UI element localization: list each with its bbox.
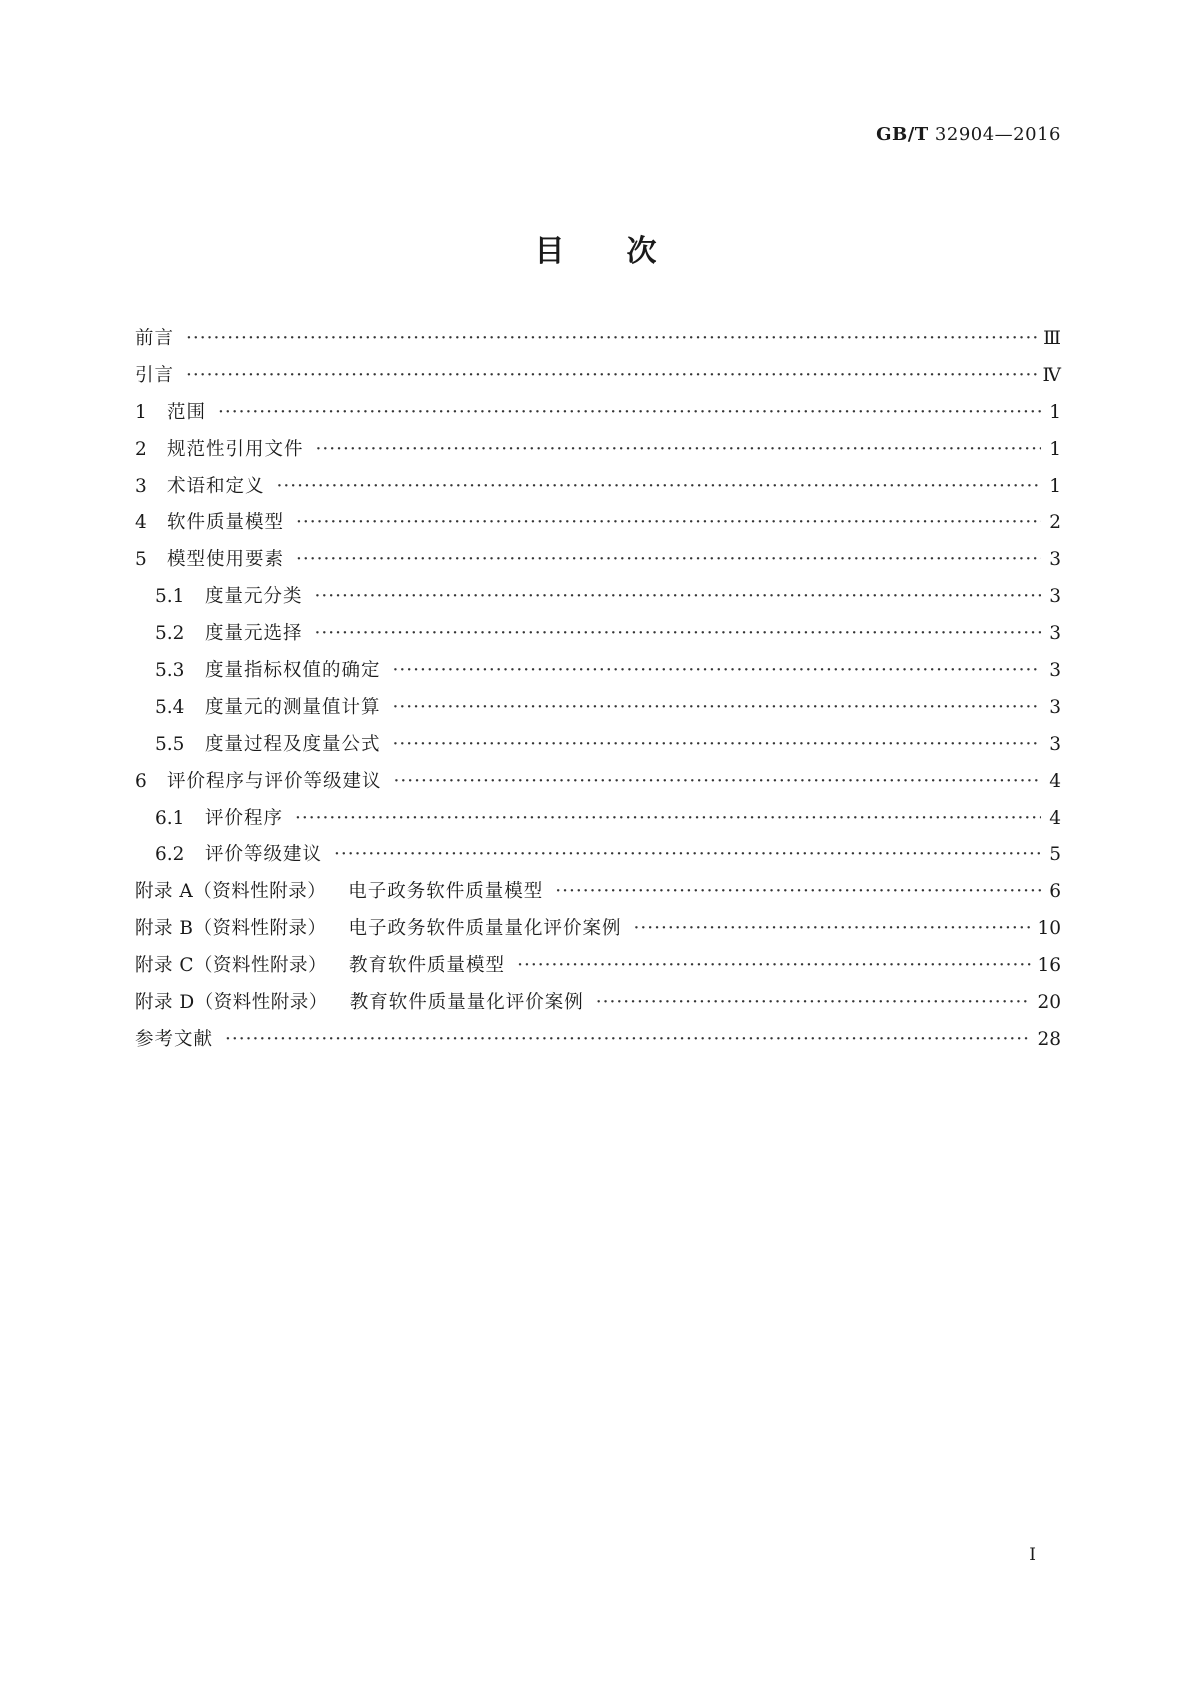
toc-entry-label: 度量元的测量值计算 (205, 696, 381, 718)
toc-entry[interactable] (135, 840, 1061, 877)
toc-entry-number: 3 (135, 475, 147, 497)
page-number: I (1029, 1545, 1036, 1565)
toc-dot-leader (334, 844, 1041, 865)
toc-entry-label: 度量指标权值的确定 (205, 660, 381, 682)
toc-entry-label: 教育软件质量量化评价案例 (349, 992, 584, 1014)
toc-entry-label: 评价程序 (205, 807, 284, 829)
toc-entry-number: 6 (135, 770, 147, 792)
toc-entry-page: Ⅳ (1042, 364, 1061, 386)
title-char-1: 目 (534, 234, 565, 269)
table-of-contents (135, 324, 1061, 1062)
toc-dot-leader (393, 734, 1041, 755)
toc-entry-label: 教育软件质量模型 (349, 955, 506, 977)
toc-entry-page: 3 (1049, 696, 1061, 718)
toc-entry[interactable] (135, 656, 1061, 693)
toc-entry[interactable] (135, 730, 1061, 767)
toc-entry[interactable] (135, 693, 1061, 730)
toc-entry-label: 模型使用要素 (167, 549, 285, 571)
toc-entry-label: 度量过程及度量公式 (205, 733, 381, 755)
toc-entry[interactable] (135, 545, 1061, 582)
toc-entry-page: 4 (1049, 807, 1061, 829)
toc-dot-leader (296, 512, 1041, 533)
toc-entry-number: 6.1 (155, 807, 185, 829)
toc-entry-appendix-prefix: 附录 B（资料性附录） (135, 918, 327, 940)
toc-entry[interactable] (135, 951, 1061, 988)
toc-entry-label: 电子政务软件质量量化评价案例 (348, 918, 622, 940)
toc-entry-page: 1 (1049, 401, 1061, 423)
toc-dot-leader (555, 881, 1041, 902)
toc-entry-page: 1 (1049, 475, 1061, 497)
toc-entry[interactable] (135, 472, 1061, 509)
toc-entry[interactable] (135, 582, 1061, 619)
toc-entry-page: 2 (1049, 512, 1061, 534)
toc-entry-page: 16 (1037, 955, 1061, 977)
toc-dot-leader (315, 623, 1041, 644)
toc-dot-leader (186, 365, 1037, 386)
toc-entry-number: 6.2 (155, 844, 185, 866)
standard-number: 32904—2016 (934, 124, 1061, 145)
toc-entry[interactable] (135, 398, 1061, 435)
toc-entry-number: 5 (135, 549, 147, 571)
toc-dot-leader (394, 771, 1041, 792)
toc-entry-page: 4 (1049, 770, 1061, 792)
toc-entry-page: 3 (1049, 586, 1061, 608)
toc-dot-leader (218, 402, 1041, 423)
toc-entry-appendix-prefix: 附录 C（资料性附录） (135, 955, 328, 977)
toc-entry-label: 术语和定义 (167, 475, 265, 497)
toc-entry-label: 前言 (135, 328, 175, 349)
toc-entry-page: 3 (1049, 549, 1061, 571)
toc-entry-page: 3 (1049, 623, 1061, 645)
toc-entry-label: 评价程序与评价等级建议 (167, 770, 382, 792)
toc-dot-leader (596, 992, 1032, 1013)
standard-code (876, 124, 1061, 145)
toc-entry-page: 3 (1049, 660, 1061, 682)
standard-prefix: GB/T (876, 124, 929, 145)
toc-entry-page: Ⅲ (1043, 328, 1061, 349)
toc-entry-page: 3 (1049, 733, 1061, 755)
toc-entry[interactable] (135, 435, 1061, 472)
toc-entry[interactable] (135, 767, 1061, 804)
toc-entry[interactable] (135, 361, 1061, 398)
toc-entry-number: 5.3 (155, 660, 185, 682)
toc-dot-leader (225, 1029, 1031, 1050)
toc-dot-leader (295, 808, 1041, 829)
toc-entry-label: 规范性引用文件 (167, 438, 304, 460)
toc-entry-label: 度量元分类 (205, 586, 303, 608)
toc-dot-leader (393, 660, 1041, 681)
toc-entry[interactable] (135, 1025, 1061, 1062)
toc-entry-label: 参考文献 (135, 1028, 214, 1050)
toc-entry-appendix-prefix: 附录 A（资料性附录） (135, 881, 327, 903)
toc-dot-leader (315, 586, 1041, 607)
toc-entry-label: 引言 (135, 364, 175, 386)
toc-entry-number: 5.4 (155, 696, 185, 718)
toc-entry-page: 1 (1049, 438, 1061, 460)
toc-entry-page: 6 (1049, 881, 1061, 903)
toc-entry[interactable] (135, 877, 1061, 914)
toc-entry-page: 10 (1037, 918, 1061, 940)
toc-entry-page: 28 (1037, 1028, 1061, 1050)
toc-dot-leader (393, 697, 1041, 718)
toc-dot-leader (277, 476, 1041, 497)
toc-entry-label: 软件质量模型 (167, 512, 285, 534)
toc-entry-appendix-prefix: 附录 D（资料性附录） (135, 992, 328, 1014)
toc-entry[interactable] (135, 804, 1061, 841)
toc-entry-number: 5.5 (155, 733, 185, 755)
toc-entry-number: 5.1 (155, 586, 185, 608)
toc-dot-leader (186, 328, 1037, 349)
toc-entry-label: 度量元选择 (205, 623, 303, 645)
toc-entry[interactable] (135, 988, 1061, 1025)
toc-entry-page: 20 (1037, 992, 1061, 1014)
toc-dot-leader (517, 955, 1031, 976)
toc-dot-leader (316, 439, 1041, 460)
toc-entry-label: 电子政务软件质量模型 (348, 881, 544, 903)
toc-entry[interactable] (135, 508, 1061, 545)
page-title (0, 226, 1191, 270)
toc-entry-number: 5.2 (155, 623, 185, 645)
toc-dot-leader (634, 918, 1032, 939)
toc-entry[interactable] (135, 324, 1061, 361)
toc-entry-label: 范围 (167, 401, 207, 423)
title-char-2: 次 (626, 234, 657, 269)
toc-entry-label: 评价等级建议 (205, 844, 323, 866)
toc-entry-number: 2 (135, 438, 147, 460)
toc-entry-page: 5 (1049, 844, 1061, 866)
toc-dot-leader (296, 549, 1041, 570)
toc-entry-number: 1 (135, 401, 147, 423)
toc-entry-number: 4 (135, 512, 147, 534)
toc-entry[interactable] (135, 914, 1061, 951)
toc-entry[interactable] (135, 619, 1061, 656)
